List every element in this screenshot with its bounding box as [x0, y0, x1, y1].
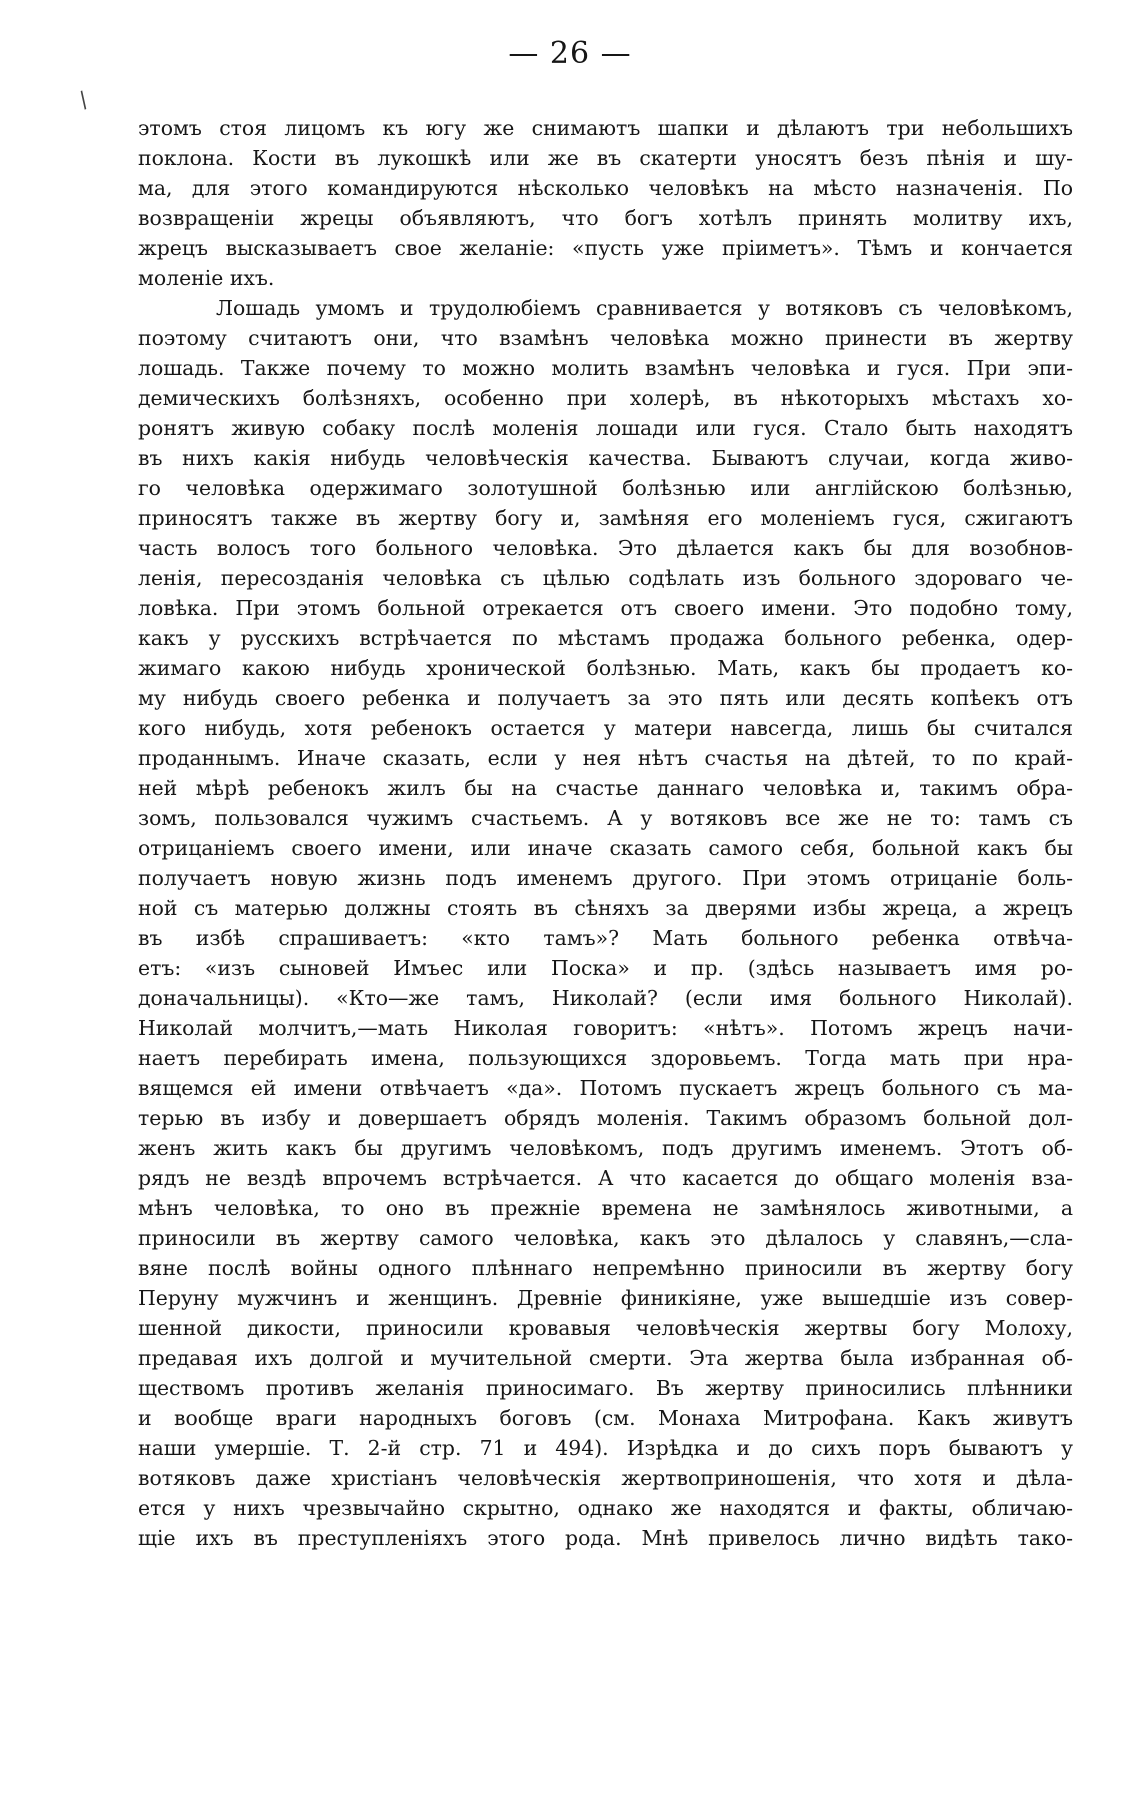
text-line: Лошадь умомъ и трудолюбіемъ сравнивается у вотяковъ съ человѣкомъ,	[216, 296, 1073, 320]
text-line: часть волосъ того больного человѣка. Это дѣлается какъ бы для возобнов-	[138, 536, 1073, 560]
text-line: ронятъ живую собаку послѣ моленія лошади или гуся. Стало быть находятъ	[138, 416, 1073, 440]
margin-mark: /	[74, 87, 94, 114]
text-line: ней мѣрѣ ребенокъ жилъ бы на счастье даннаго человѣка и, такимъ обра-	[138, 776, 1073, 800]
text-line: щіе ихъ въ преступленіяхъ этого рода. Мнѣ привелось лично видѣть тако-	[138, 1526, 1073, 1550]
text-line: демическихъ болѣзняхъ, особенно при холерѣ, въ нѣкоторыхъ мѣстахъ хо-	[138, 386, 1073, 410]
text-line: этомъ стоя лицомъ къ югу же снимаютъ шапки и дѣлаютъ три небольшихъ	[138, 116, 1073, 140]
text-line: жимаго какою нибудь хронической болѣзнью. Мать, какъ бы продаетъ ко-	[138, 656, 1073, 680]
text-line: получаетъ новую жизнь подъ именемъ другого. При этомъ отрицаніе боль-	[138, 866, 1073, 890]
text-line: ловѣка. При этомъ больной отрекается отъ своего имени. Это подобно тому,	[138, 596, 1073, 620]
text-line: ется у нихъ чрезвычайно скрытно, однако же находятся и факты, обличаю-	[138, 1496, 1073, 1520]
text-line: наши умершіе. Т. 2-й стр. 71 и 494). Изрѣдка и до сихъ поръ бываютъ у	[138, 1436, 1073, 1460]
text-line: Николай молчитъ,—мать Николая говоритъ: «нѣтъ». Потомъ жрецъ начи-	[138, 1016, 1073, 1040]
text-line: вящемся ей имени отвѣчаетъ «да». Потомъ пускаетъ жрецъ больного съ ма-	[138, 1076, 1073, 1100]
text-line: приносятъ также въ жертву богу и, замѣняя его моленіемъ гуся, сжигаютъ	[138, 506, 1073, 530]
text-body	[138, 113, 1073, 1553]
text-line: му нибудь своего ребенка и получаетъ за это пять или десять копѣекъ отъ	[138, 686, 1073, 710]
text-line: моленіе ихъ.	[138, 266, 275, 290]
text-line: жрецъ высказываетъ свое желаніе: «пусть уже пріиметъ». Тѣмъ и кончается	[138, 236, 1073, 260]
text-line: какъ у русскихъ встрѣчается по мѣстамъ продажа больного ребенка, одер-	[138, 626, 1073, 650]
text-line: ма, для этого командируются нѣсколько человѣкъ на мѣсто назначенія. По	[138, 176, 1073, 200]
text-line: вотяковъ даже христіанъ человѣческія жертвоприношенія, что хотя и дѣла-	[138, 1466, 1073, 1490]
text-line: рядъ не вездѣ впрочемъ встрѣчается. А что касается до общаго моленія вза-	[138, 1166, 1073, 1190]
text-line: въ избѣ спрашиваетъ: «кто тамъ»? Мать больного ребенка отвѣча-	[138, 926, 1073, 950]
paragraph	[138, 293, 1073, 1553]
text-line: доначальницы). «Кто—же тамъ, Николай? (если имя больного Николай).	[138, 986, 1073, 1010]
text-line: терью въ избу и довершаетъ обрядъ моленія. Такимъ образомъ больной дол-	[138, 1106, 1073, 1130]
text-line: отрицаніемъ своего имени, или иначе сказать самого себя, больной какъ бы	[138, 836, 1073, 860]
text-line: вяне послѣ войны одного плѣннаго непремѣнно приносили въ жертву богу	[138, 1256, 1073, 1280]
text-line: приносили въ жертву самого человѣка, какъ это дѣлалось у славянъ,—сла-	[138, 1226, 1073, 1250]
paragraph	[138, 113, 1073, 293]
text-line: женъ жить какъ бы другимъ человѣкомъ, подъ другимъ именемъ. Этотъ об-	[138, 1136, 1073, 1160]
text-line: лошадь. Также почему то можно молить взамѣнъ человѣка и гуся. При эпи-	[138, 356, 1073, 380]
text-line: возвращеніи жрецы объявляютъ, что богъ хотѣлъ принять молитву ихъ,	[138, 206, 1073, 230]
text-line: мѣнъ человѣка, то оно въ прежніе времена не замѣнялось животными, а	[138, 1196, 1073, 1220]
text-line: Перуну мужчинъ и женщинъ. Древніе финикіяне, уже вышедшіе изъ совер-	[138, 1286, 1073, 1310]
text-line: поклона. Кости въ лукошкѣ или же въ скатерти уносятъ безъ пѣнія и шу-	[138, 146, 1073, 170]
text-line: шенной дикости, приносили кровавыя человѣческія жертвы богу Молоху,	[138, 1316, 1073, 1340]
text-line: ной съ матерью должны стоять въ сѣняхъ за дверями избы жреца, а жрецъ	[138, 896, 1073, 920]
text-line: ленія, пересозданія человѣка съ цѣлью содѣлать изъ больного здороваго че-	[138, 566, 1073, 590]
text-line: зомъ, пользовался чужимъ счастьемъ. А у вотяковъ все же не то: тамъ съ	[138, 806, 1073, 830]
text-line: наетъ перебирать имена, пользующихся здоровьемъ. Тогда мать при нра-	[138, 1046, 1073, 1070]
text-line: проданнымъ. Иначе сказать, если у нея нѣтъ счастья на дѣтей, то по край-	[138, 746, 1073, 770]
text-line: предавая ихъ долгой и мучительной смерти. Эта жертва была избранная об-	[138, 1346, 1073, 1370]
page-number: — 26 —	[508, 36, 632, 71]
text-line: и вообще враги народныхъ боговъ (см. Монаха Митрофана. Какъ живутъ	[138, 1406, 1073, 1430]
text-line: ществомъ противъ желанія приносимаго. Въ жертву приносились плѣнники	[138, 1376, 1073, 1400]
text-line: въ нихъ какія нибудь человѣческія качества. Бываютъ случаи, когда живо-	[138, 446, 1073, 470]
text-line: кого нибудь, хотя ребенокъ остается у матери навсегда, лишь бы считался	[138, 716, 1073, 740]
text-line: етъ: «изъ сыновей Имъес или Поска» и пр. (здѣсь называетъ имя ро-	[138, 956, 1073, 980]
text-line: го человѣка одержимаго золотушной болѣзнью или англійскою болѣзнью,	[138, 476, 1073, 500]
text-line: поэтому считаютъ они, что взамѣнъ человѣка можно принести въ жертву	[138, 326, 1073, 350]
